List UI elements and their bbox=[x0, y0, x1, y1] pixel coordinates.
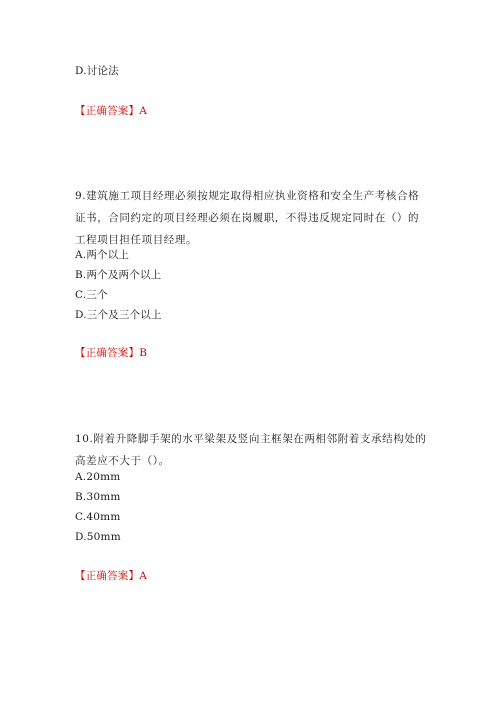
question-10-option-c: C.40mm bbox=[75, 511, 121, 523]
prev-option-d: D.讨论法 bbox=[75, 65, 119, 77]
question-10-option-d: D.50mm bbox=[75, 531, 121, 543]
question-10-stem: 10.附着升降脚手架的水平梁架及竖向主框架在两相邻附着支承结构处的高差应不大于（）。 bbox=[75, 433, 427, 467]
question-9-option-d: D.三个及三个以上 bbox=[75, 309, 162, 321]
question-10-option-a: A.20mm bbox=[75, 471, 121, 483]
question-9-stem: 9.建筑施工项目经理必须按规定取得相应执业资格和安全生产考核合格证书，合同约定的项目经理必须在岗履职，不得违反规定同时在（）的工程项目担任项目经理。 bbox=[75, 190, 420, 246]
question-10-answer: 【正确答案】A bbox=[75, 570, 147, 582]
prev-answer: 【正确答案】A bbox=[75, 105, 147, 117]
question-9-answer: 【正确答案】B bbox=[75, 347, 148, 359]
question-9-option-c: C.三个 bbox=[75, 289, 108, 301]
question-9-option-a: A.两个以上 bbox=[75, 249, 130, 261]
question-10-option-b: B.30mm bbox=[75, 491, 121, 503]
question-9-option-b: B.两个及两个以上 bbox=[75, 269, 162, 281]
